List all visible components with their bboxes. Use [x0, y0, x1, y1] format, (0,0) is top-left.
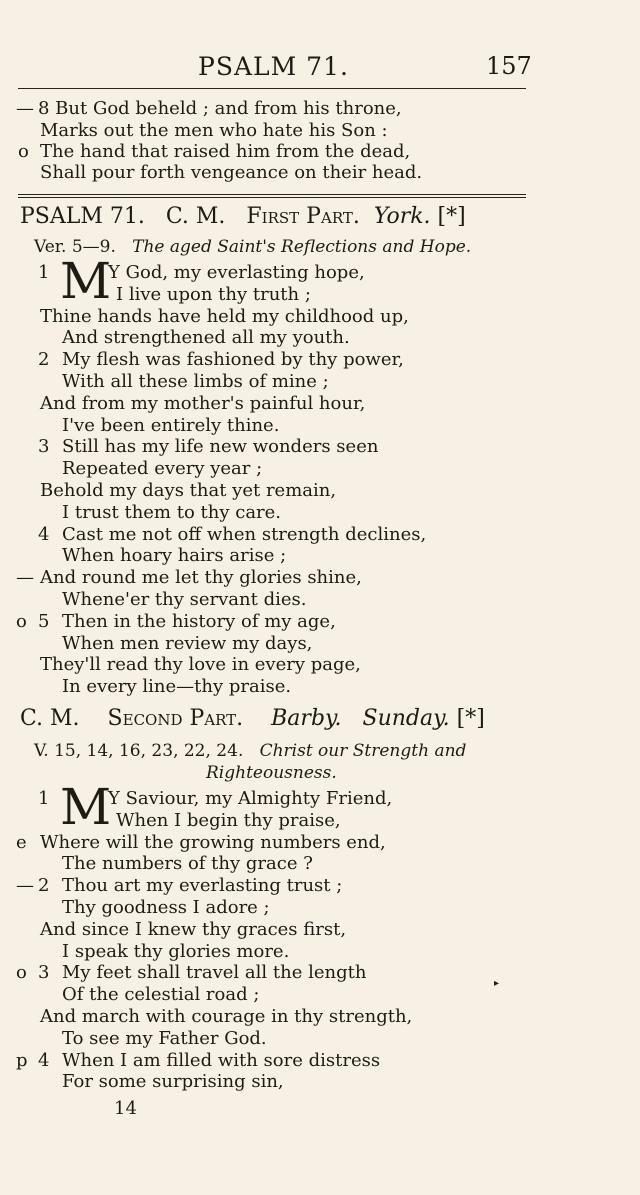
verse-line: Thy goodness I adore ;	[62, 897, 270, 918]
verse-line: Thine hands have held my childhood up,	[40, 305, 409, 327]
verse-line: My feet shall travel all the length	[62, 962, 367, 984]
verse-line: I live upon thy truth ;	[116, 283, 311, 305]
page-number: 157	[486, 52, 532, 80]
verse-line: And from my mother's painful hour,	[40, 392, 366, 414]
verse-line: When hoary hairs arise ;	[62, 545, 287, 567]
verse-number: 4	[38, 523, 50, 545]
dynamic-mark: o	[16, 610, 27, 632]
verse-line: Where will the growing numbers end,	[40, 831, 386, 853]
bracket-mark: [*]	[437, 204, 466, 229]
verse-line: I've been entirely thine.	[62, 414, 280, 436]
dynamic-mark: —	[16, 567, 34, 589]
verse-line: 8 But God beheld ; and from his throne,	[38, 98, 402, 119]
running-header	[0, 52, 640, 84]
verse-line: My flesh was fashioned by thy power,	[62, 349, 404, 371]
part-label: Second Part.	[107, 706, 244, 731]
verse-number: 5	[38, 610, 50, 632]
verse-line: They'll read thy love in every page,	[40, 654, 361, 676]
verse-line: And strengthened all my youth.	[62, 327, 350, 349]
verse-line: Whene'er thy servant dies.	[62, 589, 307, 610]
hymn-subject: Christ our Strength and	[259, 741, 467, 761]
verse-line: With all these limbs of mine ;	[62, 371, 329, 392]
verse-line: Cast me not off when strength declines,	[62, 523, 427, 545]
verse-reference: Ver. 5—9.	[34, 237, 116, 257]
verse-line: For some surprising sin,	[62, 1071, 284, 1093]
verse-line: Behold my days that yet remain,	[40, 480, 337, 501]
header-rule	[18, 88, 526, 89]
subject-line	[34, 740, 466, 762]
verse-line: Y Saviour, my Almighty Friend,	[108, 788, 393, 809]
verse-line: Then in the history of my age,	[62, 610, 336, 632]
verse-line: When I am filled with sore distress	[62, 1049, 381, 1071]
dynamic-mark: o	[16, 962, 27, 984]
dynamic-mark: o	[18, 141, 29, 162]
verse-line: And march with courage in thy strength,	[40, 1006, 413, 1027]
verse-line: In every line—thy praise.	[62, 676, 292, 698]
drop-cap: M	[60, 778, 112, 836]
verse-number: 1	[38, 262, 50, 283]
psalm-number: PSALM 71.	[20, 204, 145, 229]
tune-name-2: Sunday.	[362, 706, 450, 731]
verse-line: Marks out the men who hate his Son :	[40, 120, 388, 141]
section-rule-2	[18, 197, 526, 198]
tune-name: Barby.	[271, 706, 342, 731]
dynamic-mark: e	[16, 831, 27, 853]
verse-number: 2	[38, 875, 50, 897]
verse-number: 1	[38, 788, 50, 809]
part2-heading	[20, 706, 485, 732]
verse-line: Y God, my everlasting hope,	[108, 262, 365, 283]
verse-line: The numbers of thy grace ?	[62, 853, 313, 875]
hymn-subject: The aged Saint's Reflections and Hope.	[132, 237, 472, 257]
psalm-heading	[20, 204, 466, 230]
verse-line: To see my Father God.	[62, 1027, 267, 1049]
signature-mark: 14	[114, 1098, 137, 1119]
hymn-subject-cont: Righteousness.	[206, 763, 337, 783]
dynamic-mark: —	[16, 875, 34, 897]
verse-line: And round me let thy glories shine,	[40, 567, 362, 589]
verse-number: 3	[38, 962, 50, 984]
verse-number: 4	[38, 1049, 50, 1071]
drop-cap: M	[60, 252, 112, 310]
verse-line: Of the celestial road ;	[62, 984, 260, 1006]
dynamic-mark: p	[16, 1049, 28, 1071]
verse-line: The hand that raised him from the dead,	[40, 141, 411, 162]
bracket-mark: [*]	[456, 706, 485, 731]
verse-line: I speak thy glories more.	[62, 940, 290, 962]
verse-line: When men review my days,	[62, 632, 313, 654]
header-title: PSALM 71.	[198, 52, 349, 81]
tune-name: York.	[373, 204, 431, 229]
verse-line: Shall pour forth vengeance on their head.	[40, 162, 423, 183]
bullet-mark: ▸	[494, 978, 500, 989]
meter: C. M.	[165, 204, 226, 229]
verse-line: When I begin thy praise,	[116, 809, 341, 831]
verse-number: 2	[38, 349, 50, 371]
verse-line: Repeated every year ;	[62, 458, 263, 480]
meter: C. M.	[20, 706, 80, 731]
section-rule	[18, 194, 526, 195]
dynamic-mark: —	[16, 98, 34, 119]
verse-line: And since I knew thy graces first,	[40, 918, 347, 940]
verse-reference: V. 15, 14, 16, 23, 22, 24.	[34, 741, 244, 761]
verse-line: Still has my life new wonders seen	[62, 436, 379, 458]
verse-line: Thou art my everlasting trust ;	[62, 875, 343, 897]
verse-number: 3	[38, 436, 50, 458]
part-label: First Part.	[246, 204, 360, 229]
verse-line: I trust them to thy care.	[62, 501, 282, 523]
